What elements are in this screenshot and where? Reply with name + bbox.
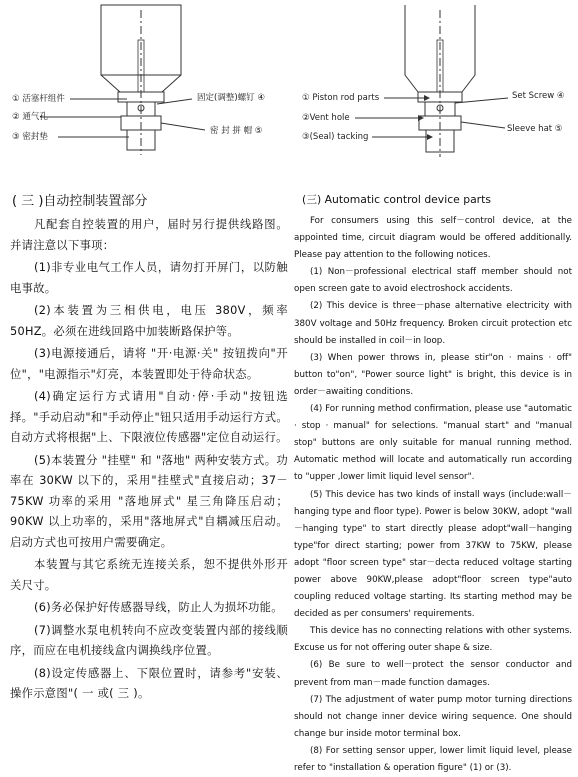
english-paragraph: This device has no connecting relations with other systems. Excuse us for not offering outer shape & size. — [294, 626, 572, 654]
english-paragraph: (2) This device is three－phase alternative electricity with 380V voltage and 50Hz frequency. Broken circuit protection etc should be installed in coil－in loop. — [294, 301, 572, 346]
chinese-paragraph: (3)电源接通后，请将 "开·电源·关" 按钮拨向"开位"，"电源指示"灯亮，本装置即处于待命状态。 — [10, 347, 288, 381]
left-label-set-screw: 固定(调整)螺钉 ④ — [197, 93, 265, 103]
english-paragraph: (1) Non－professional electrical staff member should not open screen gate to avoid electroshock accidents. — [294, 267, 572, 295]
chinese-paragraph: (8)设定传感器上、下限位置时，请参考"安装、操作示意图"( 一 或( 三 )。 — [10, 666, 288, 700]
right-label-sleeve-hat: Sleeve hat ⑤ — [507, 124, 563, 134]
diagram-drawings — [0, 0, 578, 180]
chinese-paragraph: (1)非专业电气工作人员，请勿打开屏门，以防触电事故。 — [10, 261, 288, 295]
chinese-paragraph: (2)本装置为三相供电，电压 380V，频率 50HZ。必须在进线回路中加装断路保护等。 — [10, 304, 288, 338]
figure-area — [0, 0, 578, 180]
english-paragraph: (3) When power throws in, please stir"on · mains · off" button to"on", "Power source light" is bright, this device is in order－awaiting conditions. — [294, 352, 572, 397]
chinese-paragraph: (5)本装置分 "挂壁" 和 "落地" 两种安装方式。功率在 30KW 以下的，采用"挂壁式"直接启动；37－75KW 功率的采用 "落地屏式" 星三角降压启动；90KW 以上功率的，采用"落地屏式"自耦减压启动。启动方式也可按用户需要确定。 — [10, 453, 288, 549]
right-label-piston-rod: ① Piston rod parts — [302, 93, 380, 103]
chinese-section-title: ( 三 )自动控制装置部分 — [12, 194, 148, 209]
english-paragraph: (8) For setting sensor upper, lower limit liquid level, please refer to "installation & operation figure" (1) or (3). — [294, 745, 572, 773]
right-label-seal-tacking: ③(Seal) tacking — [302, 132, 369, 142]
english-paragraph: (4) For running method confirmation, please use "automatic · stop · manual" for selections. "manual start" and "manual stop" buttons are only suitable for manual running method. Automatic method will locate and automatically run according to "upper ,lower limit liquid level sensor". — [294, 404, 572, 483]
left-label-vent-hole: ② 通气孔 — [12, 112, 48, 122]
chinese-paragraph: 本装置与其它系统无连接关系，恕不提供外形开关尺寸。 — [10, 558, 288, 592]
right-label-vent-hole: ②Vent hole — [302, 113, 350, 123]
right-label-set-screw: Set Screw ④ — [512, 91, 565, 101]
chinese-paragraph: 凡配套自控装置的用户，届时另行提供线路图。并请注意以下事项： — [10, 218, 288, 252]
left-label-piston-rod: ① 活塞杆组件 — [12, 94, 65, 104]
english-paragraph: (6) Be sure to well－protect the sensor conductor and prevent from man－made function damages. — [294, 660, 572, 688]
chinese-paragraph: (7)调整水泵电机转向不应改变装置内部的接线顺序，而应在电机接线盒内调换线序位置。 — [10, 623, 288, 657]
left-label-seal-nut: 密 封 拼 帽 ⑤ — [210, 126, 263, 136]
english-paragraph: (7) The adjustment of water pump motor turning directions should not change inner device wiring sequence. One should change bur inside motor terminal box. — [294, 694, 572, 739]
english-paragraph: For consumers using this self－control device, at the appointed time, circuit diagram would be offered additionally. Please pay attention to the following notices. — [294, 216, 572, 261]
left-label-seal: ③ 密封垫 — [12, 132, 48, 142]
english-paragraph: (5) This device has two kinds of install ways (include:wall－hanging type and floor type). Power is below 30KW, adopt "wall－hanging type" to start directly please adopt"wall－hanging type"for direct starting; power from 37KW to 75KW, please adopt "floor screen type" star－decta reduced voltage starting power above 90KW,please adopt"floor screen type"auto coupling reduced voltage starting. Its starting method may be decided as per consumers' requirements. — [294, 489, 572, 620]
english-section-title: (三) Automatic control device parts — [302, 193, 491, 206]
english-column — [294, 180, 572, 777]
chinese-paragraph: (6)务必保护好传感器导线，防止人为损坏功能。 — [34, 601, 283, 614]
chinese-column — [10, 180, 288, 707]
chinese-paragraph: (4)确定运行方式请用"自动·停·手动"按钮选择。"手动启动"和"手动停止"钮只适用手动运行方式。自动方式将根据"上、下限液位传感器"定位自动运行。 — [10, 390, 288, 444]
